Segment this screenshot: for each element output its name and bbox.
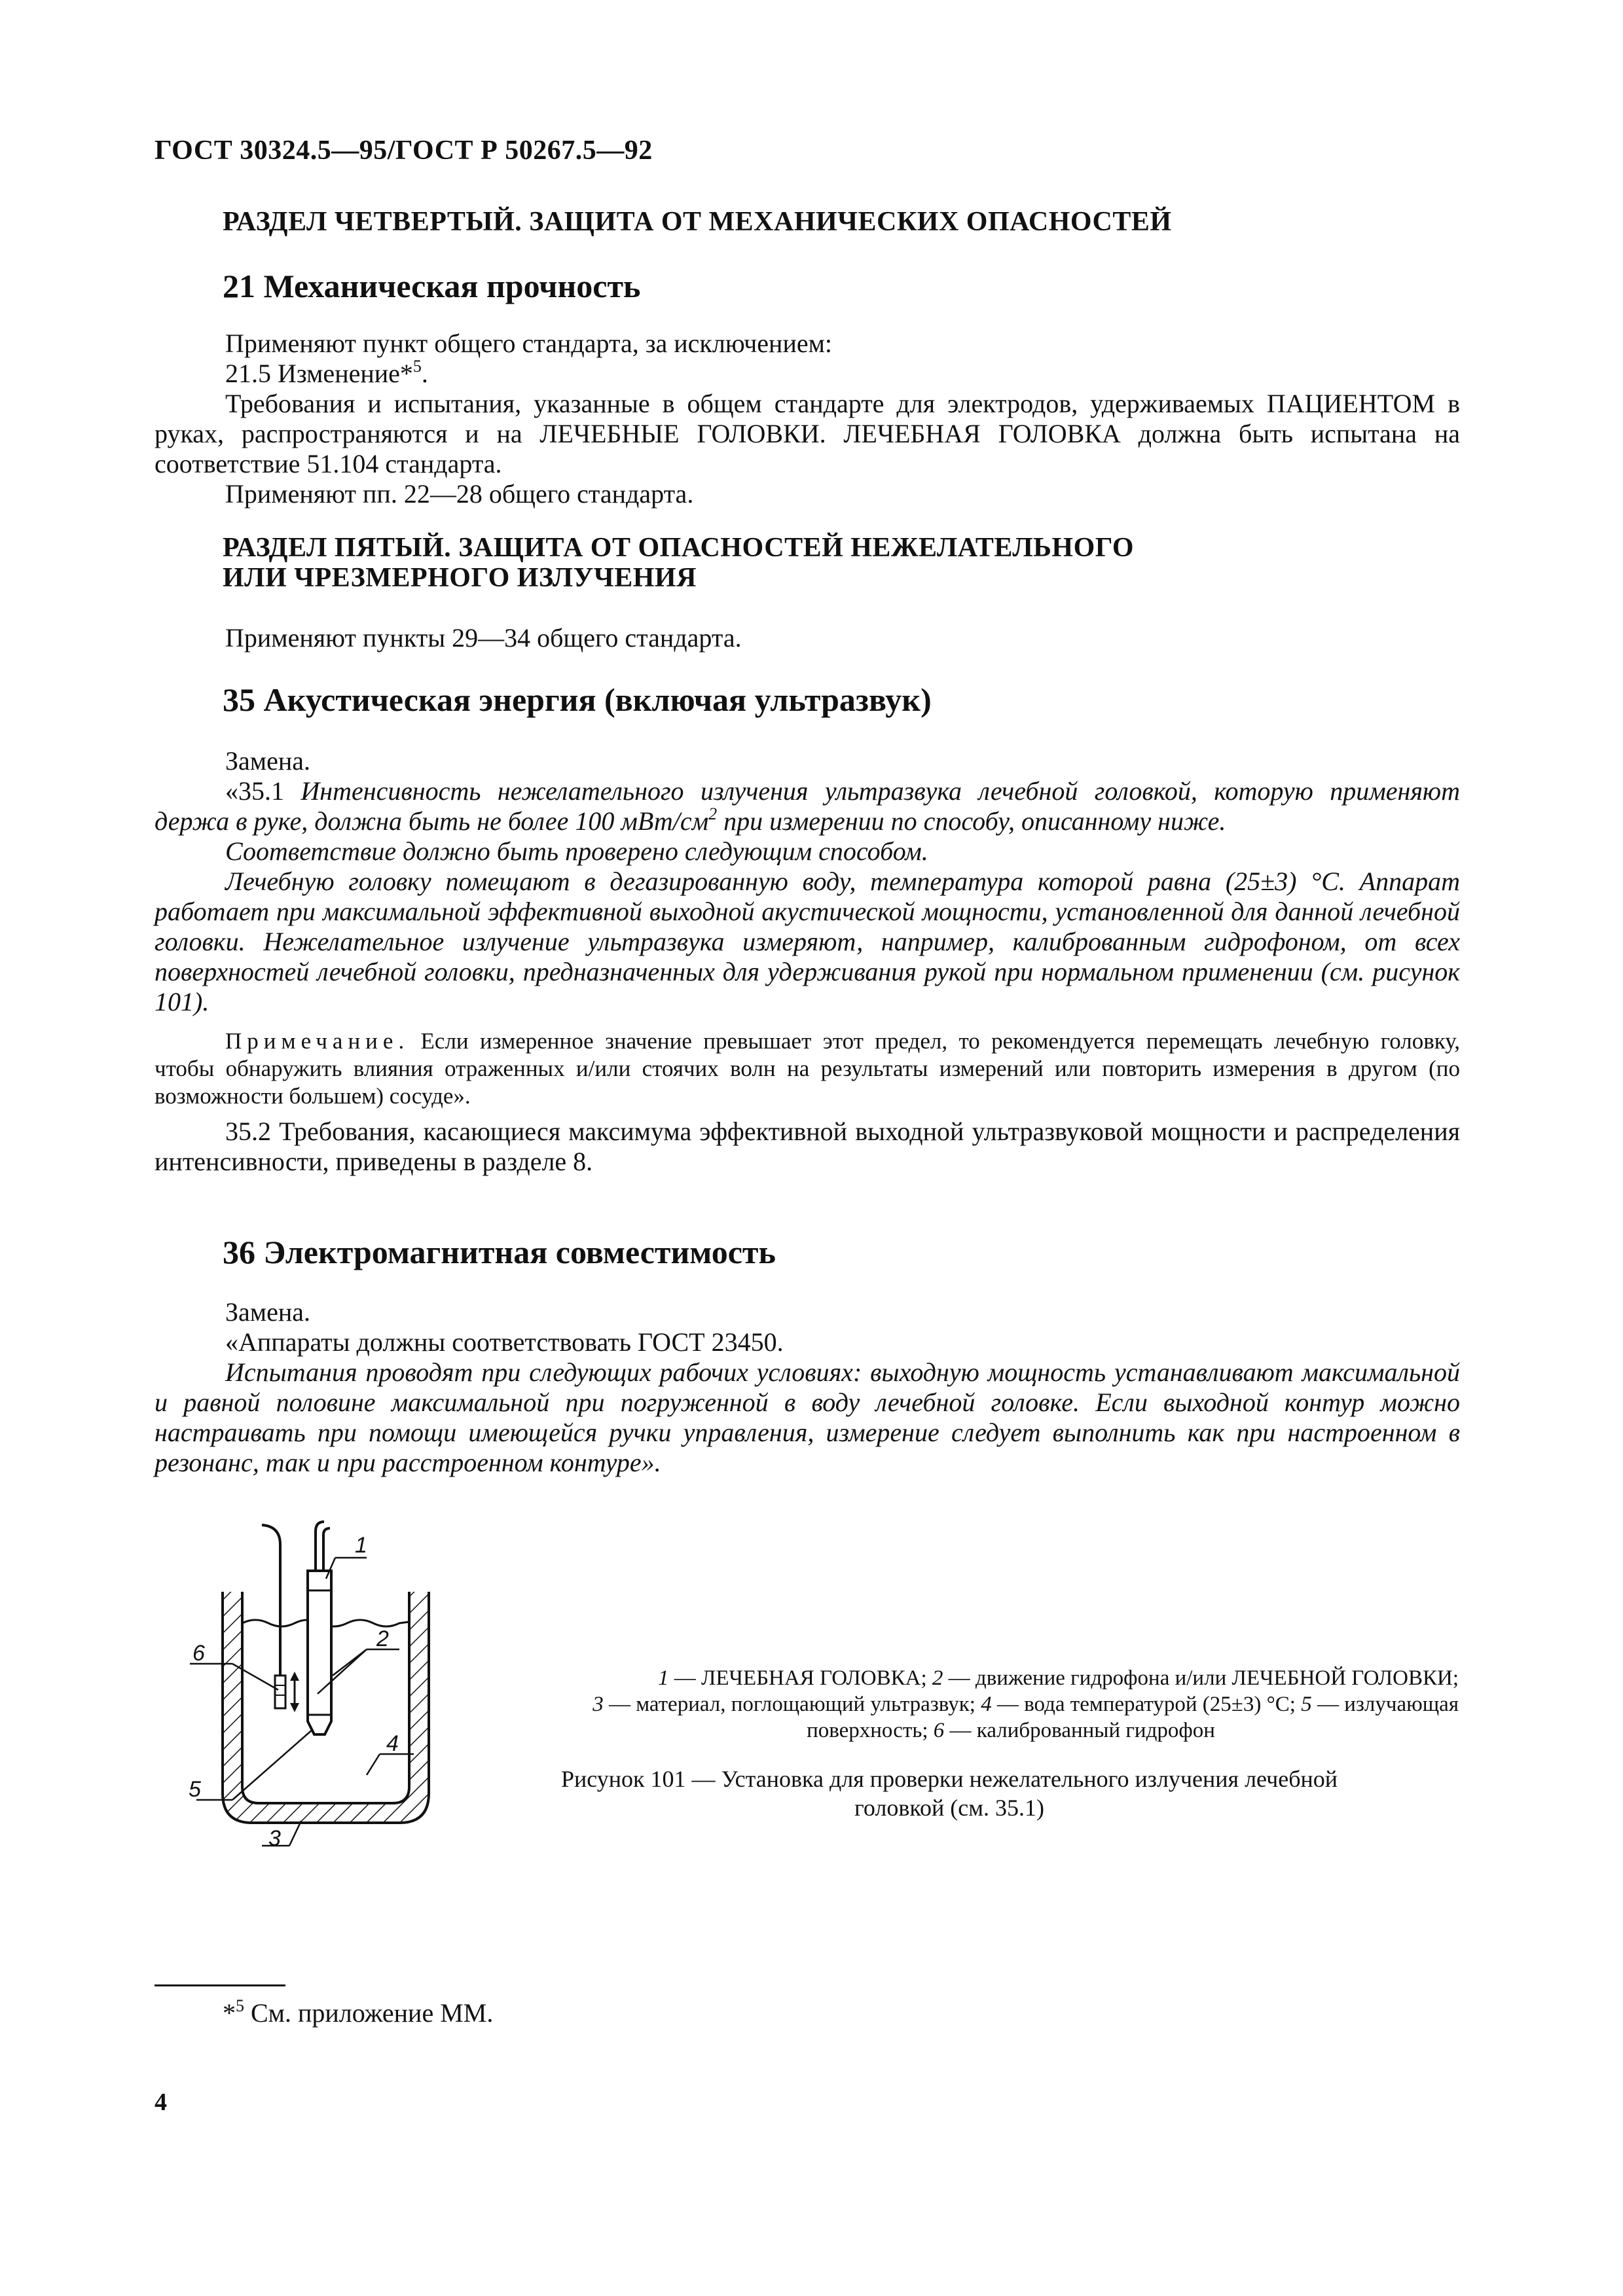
figure-label-6: 6 (192, 1641, 205, 1666)
clause-35-heading: 35 Акустическая энергия (включая ультразвук) (223, 681, 932, 718)
figure-label-4: 4 (386, 1731, 399, 1756)
figure-caption (478, 1765, 1421, 1822)
clause-35-compliance: Соответствие должно быть проверено следующим способом. (225, 836, 928, 866)
figure-legend-line-1: 1 — ЛЕЧЕБНАЯ ГОЛОВКА; 2 — движение гидрофона и/или ЛЕЧЕБНОЙ ГОЛОВКИ; (657, 1666, 1459, 1690)
section-5-title (223, 529, 1134, 597)
section-4-title: РАЗДЕЛ ЧЕТВЕРТЫЙ. ЗАЩИТА ОТ МЕХАНИЧЕСКИХ ОПАСНОСТЕЙ (223, 207, 1172, 237)
clause-35-body (155, 746, 1460, 1017)
clause-21-body (155, 329, 1460, 509)
clause-35-2-paragraph: 35.2 Требования, касающиеся максимума эффективной выходной ультразвуковой мощности и распределения интенсивности, приведены в разделе 8. (155, 1117, 1460, 1176)
figure-label-1: 1 (355, 1533, 367, 1558)
page-number: 4 (155, 2089, 167, 2116)
clause-21-paragraph: Требования и испытания, указанные в общем стандарте для электродов, удерживаемых ПАЦИЕНТОМ в руках, распространяются и на ЛЕЧЕБНЫЕ ГОЛОВКИ. ЛЕЧЕБНАЯ ГОЛОВКА должна быть испытана на соответствие 51.104 стандарта. (155, 389, 1460, 478)
section-5-title-line-1: РАЗДЕЛ ПЯТЫЙ. ЗАЩИТА ОТ ОПАСНОСТЕЙ НЕЖЕЛАТЕЛЬНОГО (223, 533, 1135, 563)
clause-35-replacement: Замена. (225, 746, 311, 776)
clause-21-5-line: 21.5 Изменение*$^5$. (225, 357, 428, 388)
figure-label-3: 3 (268, 1826, 281, 1851)
figure-caption-line-1: Рисунок 101 — Установка для проверки нежелательного излучения лечебной (560, 1766, 1338, 1792)
movement-arrow (290, 1672, 299, 1712)
clause-21-line-3: Применяют пп. 22—28 общего стандарта. (225, 479, 694, 509)
clause-36-body (155, 1297, 1460, 1478)
figure-caption-line-2: головкой (см. 35.1) (854, 1795, 1045, 1821)
clause-35-note: Примечание. Если измеренное значение превышает этот предел, то рекомендуется перемещать лечебную головку, чтобы обнаружить влияния отраженных и/или стоячих волн на результаты измерений или повторить измерения в другом (по возможности большем) сосуде». (155, 1028, 1460, 1109)
section-5-line: Применяют пункты 29—34 общего стандарта. (225, 623, 742, 653)
figure-label-2: 2 (376, 1626, 389, 1651)
clause-35-1-paragraph: «35.1 Интенсивность нежелательного излучения ультразвука лечебной головкой, которую применяют держа в руке, должна быть не более 100 мВт/$см^2$ при измерении по способу, описанному ниже. (155, 776, 1461, 836)
clause-36-line-1: «Аппараты должны соответствовать ГОСТ 23450. (225, 1327, 784, 1357)
footnote-separator (155, 1984, 285, 1986)
figure-legend-line-3: поверхность; 6 — калиброванный гидрофон (807, 1719, 1215, 1742)
clause-36-heading: 36 Электромагнитная совместимость (223, 1234, 776, 1270)
figure-legend-line-2: 3 — материал, поглощающий ультразвук; 4 — вода температурой (25±3) °С; 5 — излучающая (593, 1693, 1459, 1716)
therapy-head (308, 1522, 331, 1734)
clause-35-method: Лечебную головку помещают в дегазированную воду, температура которой равна (25±3) °С. Аппарат работает при максимальной эффективной выходной акустической мощности, установленной для данной лечебной головки. Нежелательное излучение ультразвука измеряют, например, калиброванным гидрофоном, от всех поверхностей лечебной головки, предназначенных для удерживания рукой при нормальном применении (см. рисунок 101). (155, 867, 1460, 1016)
document-header: ГОСТ 30324.5—95/ГОСТ Р 50267.5—92 (155, 135, 653, 166)
clause-36-replacement: Замена. (225, 1297, 311, 1327)
figure-101-drawing (170, 1518, 471, 1859)
figure-legend (471, 1665, 1459, 1744)
section-5-title-line-2: ИЛИ ЧРЕЗМЕРНОГО ИЗЛУЧЕНИЯ (223, 563, 697, 593)
footnote: *$^5$ См. приложение ММ. (223, 1996, 494, 2028)
clause-36-test-conditions: Испытания проводят при следующих рабочих условиях: выходную мощность устанавливают максимальной и равной половине максимальной при погруженной в воду лечебной головке. Если выходной контур можно настраивать при помощи имеющейся ручки управления, измерение следует выполнить как при настроенном в резонанс, так и при расстроенном контуре». (155, 1357, 1460, 1477)
clause-21-line-1: Применяют пункт общего стандарта, за исключением: (225, 329, 833, 358)
clause-21-heading: 21 Механическая прочность (223, 268, 641, 304)
hydrophone (262, 1525, 285, 1708)
figure-label-5: 5 (189, 1777, 201, 1802)
